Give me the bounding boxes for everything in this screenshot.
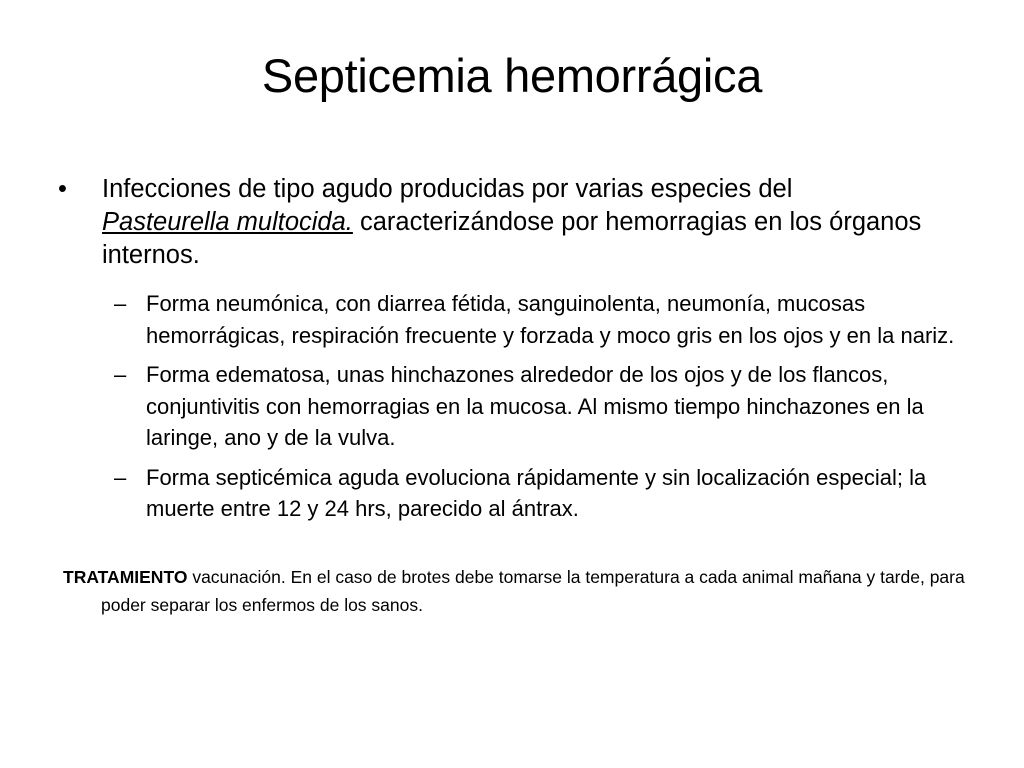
sub-bullet-text: Forma neumónica, con diarrea fétida, sanguinolenta, neumonía, mucosas hemorrágicas, respiración frecuente y forzada y moco gris en los ojos y en la nariz. bbox=[146, 291, 955, 348]
main-bullet-text-before: Infecciones de tipo agudo producidas por varias especies del bbox=[102, 175, 793, 203]
treatment-label: TRATAMIENTO bbox=[63, 567, 188, 587]
sub-bullet-edematosa bbox=[114, 359, 976, 454]
sub-bullet-text: Forma edematosa, unas hinchazones alrededor de los ojos y de los flancos, conjuntivitis con hemorragias en la mucosa. Al mismo tiempo hinchazones en la laringe, ano y de la vulva. bbox=[146, 362, 924, 450]
treatment-text: vacunación. En el caso de brotes debe tomarse la temperatura a cada animal mañana y tarde, para poder separar los enfermos de los sanos. bbox=[101, 567, 965, 615]
species-name: Pasteurella multocida. bbox=[102, 208, 353, 236]
main-bullet-text-after: caracterizándose por hemorragias en los órganos internos. bbox=[102, 208, 922, 269]
bullet-marker: • bbox=[58, 175, 67, 203]
treatment-paragraph bbox=[63, 563, 1001, 619]
main-bullet bbox=[58, 173, 954, 272]
sub-bullet-septicemica bbox=[114, 462, 976, 525]
sub-bullet-marker: – bbox=[114, 464, 127, 490]
sub-bullet-marker: – bbox=[114, 362, 127, 387]
sub-bullet-text: Forma septicémica aguda evoluciona rápidamente y sin localización especial; la muerte entre 12 y 24 hrs, parecido al ántrax. bbox=[146, 464, 927, 521]
main-bullet-text bbox=[84, 173, 954, 272]
slide-title: Septicemia hemorrágica bbox=[261, 49, 763, 102]
sub-bullet-neumonica bbox=[114, 288, 976, 351]
sub-bullet-marker: – bbox=[114, 291, 127, 316]
sub-bullet-list bbox=[114, 288, 976, 533]
